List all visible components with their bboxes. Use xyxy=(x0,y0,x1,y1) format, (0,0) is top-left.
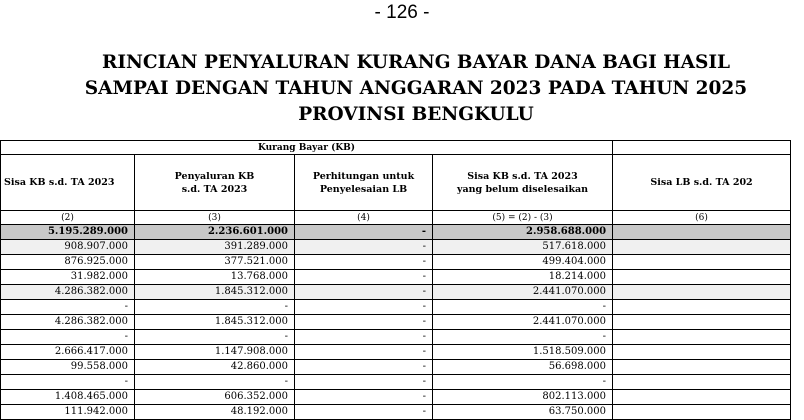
cell-sisa-lb xyxy=(613,255,791,270)
cell-sisa-belum: - xyxy=(433,300,613,315)
cell-perhitungan: - xyxy=(295,285,433,300)
cell-penyaluran: 42.860.000 xyxy=(135,360,295,375)
table-row xyxy=(1,345,791,360)
cell-sisa-kb: - xyxy=(1,330,135,345)
cell-sisa-lb xyxy=(613,240,791,255)
cell-perhitungan: - xyxy=(295,240,433,255)
table-row xyxy=(1,330,791,345)
cell-penyaluran: 606.352.000 xyxy=(135,390,295,405)
header-sisa-lb: Sisa LB s.d. TA 202 xyxy=(613,155,791,211)
table-row xyxy=(1,315,791,330)
cell-sisa-lb xyxy=(613,375,791,390)
cell-sisa-lb xyxy=(613,330,791,345)
table-row xyxy=(1,375,791,390)
cell-penyaluran: 391.289.000 xyxy=(135,240,295,255)
cell-sisa-belum: 802.113.000 xyxy=(433,390,613,405)
cell-sisa-belum: 2.958.688.000 xyxy=(433,225,613,240)
table-row xyxy=(1,285,791,300)
header-sisa-kb-belum: Sisa KB s.d. TA 2023 yang belum diselesaikan xyxy=(433,155,613,211)
cell-penyaluran: 13.768.000 xyxy=(135,270,295,285)
cell-sisa-belum: 2.441.070.000 xyxy=(433,285,613,300)
cell-sisa-kb: 908.907.000 xyxy=(1,240,135,255)
cell-perhitungan: - xyxy=(295,255,433,270)
cell-sisa-lb xyxy=(613,285,791,300)
group-header-blank xyxy=(613,141,791,155)
cell-sisa-lb xyxy=(613,390,791,405)
cell-sisa-belum: - xyxy=(433,375,613,390)
cell-sisa-lb xyxy=(613,300,791,315)
document-title xyxy=(76,50,756,128)
header-penyaluran-kb: Penyaluran KB s.d. TA 2023 xyxy=(135,155,295,211)
cell-sisa-kb: 111.942.000 xyxy=(1,405,135,420)
cell-penyaluran: 377.521.000 xyxy=(135,255,295,270)
cell-perhitungan: - xyxy=(295,270,433,285)
cell-sisa-belum: - xyxy=(433,330,613,345)
table-row xyxy=(1,300,791,315)
cell-sisa-lb xyxy=(613,315,791,330)
col-number-5: (5) = (2) - (3) xyxy=(433,211,613,225)
table-row xyxy=(1,255,791,270)
cell-perhitungan: - xyxy=(295,375,433,390)
cell-sisa-lb xyxy=(613,270,791,285)
cell-penyaluran: 1.147.908.000 xyxy=(135,345,295,360)
cell-sisa-belum: 56.698.000 xyxy=(433,360,613,375)
cell-sisa-belum: 499.404.000 xyxy=(433,255,613,270)
cell-perhitungan: - xyxy=(295,345,433,360)
cell-penyaluran: 1.845.312.000 xyxy=(135,315,295,330)
cell-penyaluran: 1.845.312.000 xyxy=(135,285,295,300)
cell-sisa-kb: 4.286.382.000 xyxy=(1,315,135,330)
cell-sisa-lb xyxy=(613,345,791,360)
col-number-2: (2) xyxy=(1,211,135,225)
table-container xyxy=(0,140,753,417)
title-line-3: PROVINSI BENGKULU xyxy=(298,104,534,125)
cell-sisa-belum: 63.750.000 xyxy=(433,405,613,420)
cell-penyaluran: 48.192.000 xyxy=(135,405,295,420)
table-row-total xyxy=(1,225,791,240)
cell-sisa-belum: 18.214.000 xyxy=(433,270,613,285)
cell-sisa-kb: - xyxy=(1,300,135,315)
cell-sisa-kb: 1.408.465.000 xyxy=(1,390,135,405)
cell-perhitungan: - xyxy=(295,300,433,315)
kurang-bayar-table xyxy=(0,140,791,420)
cell-sisa-kb: 4.286.382.000 xyxy=(1,285,135,300)
cell-sisa-lb xyxy=(613,405,791,420)
title-line-2: SAMPAI DENGAN TAHUN ANGGARAN 2023 PADA TAHUN 2025 xyxy=(84,78,748,99)
cell-sisa-kb: 876.925.000 xyxy=(1,255,135,270)
col-number-6: (6) xyxy=(613,211,791,225)
col-number-4: (4) xyxy=(295,211,433,225)
header-sisa-kb: Sisa KB s.d. TA 2023 xyxy=(1,155,135,211)
header-perhitungan-lb: Perhitungan untuk Penyelesaian LB xyxy=(295,155,433,211)
cell-perhitungan: - xyxy=(295,330,433,345)
cell-perhitungan: - xyxy=(295,225,433,240)
cell-sisa-belum: 517.618.000 xyxy=(433,240,613,255)
cell-penyaluran: - xyxy=(135,375,295,390)
cell-sisa-kb: 99.558.000 xyxy=(1,360,135,375)
table-row xyxy=(1,360,791,375)
cell-penyaluran: 2.236.601.000 xyxy=(135,225,295,240)
cell-sisa-lb xyxy=(613,225,791,240)
cell-sisa-lb xyxy=(613,360,791,375)
table-row xyxy=(1,390,791,405)
cell-perhitungan: - xyxy=(295,405,433,420)
group-header-kurang-bayar: Kurang Bayar (KB) xyxy=(1,141,613,155)
page-number: - 126 - xyxy=(374,2,430,23)
cell-perhitungan: - xyxy=(295,360,433,375)
table-row xyxy=(1,270,791,285)
title-line-1: RINCIAN PENYALURAN KURANG BAYAR DANA BAGI HASIL xyxy=(101,52,731,73)
table-row xyxy=(1,240,791,255)
cell-sisa-kb: - xyxy=(1,375,135,390)
cell-perhitungan: - xyxy=(295,390,433,405)
cell-sisa-kb: 2.666.417.000 xyxy=(1,345,135,360)
cell-penyaluran: - xyxy=(135,300,295,315)
cell-sisa-kb: 31.982.000 xyxy=(1,270,135,285)
cell-perhitungan: - xyxy=(295,315,433,330)
cell-sisa-belum: 1.518.509.000 xyxy=(433,345,613,360)
col-number-3: (3) xyxy=(135,211,295,225)
table-row xyxy=(1,405,791,420)
cell-sisa-kb: 5.195.289.000 xyxy=(1,225,135,240)
cell-sisa-belum: 2.441.070.000 xyxy=(433,315,613,330)
cell-penyaluran: - xyxy=(135,330,295,345)
